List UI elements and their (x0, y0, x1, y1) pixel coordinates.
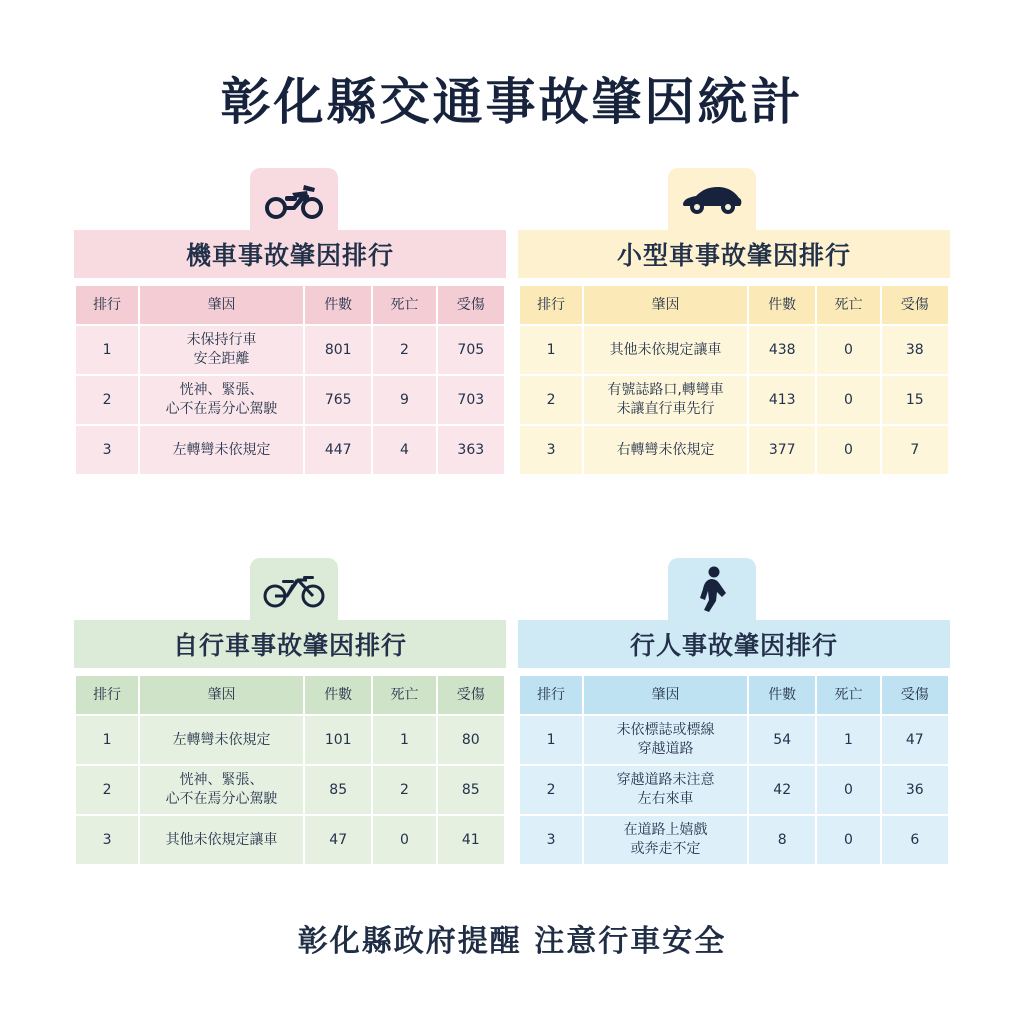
footer-note: 彰化縣政府提醒 注意行車安全 (297, 924, 727, 959)
cell-rank: 1 (76, 326, 138, 374)
cell-injuries: 703 (438, 376, 504, 424)
cell-rank: 2 (76, 766, 138, 814)
panel-header-bicycle: 自行車事故肇因排行 (74, 620, 506, 668)
cell-injuries: 705 (438, 326, 504, 374)
cell-cause: 有號誌路口,轉彎車 未讓直行車先行 (584, 376, 747, 424)
cell-cause: 在道路上嬉戲 或奔走不定 (584, 816, 747, 864)
cell-deaths: 2 (373, 326, 435, 374)
pedestrian-icon (668, 558, 756, 620)
table-row (76, 376, 504, 424)
cell-deaths: 1 (817, 716, 879, 764)
panel-header-motorcycle: 機車事故肇因排行 (74, 230, 506, 278)
table-row (76, 426, 504, 474)
table-header-row (76, 286, 504, 324)
table-row (76, 766, 504, 814)
cell-deaths: 0 (817, 426, 879, 474)
col-deaths: 死亡 (373, 676, 435, 714)
cell-cause: 其他未依規定讓車 (140, 816, 303, 864)
col-cases: 件數 (749, 286, 815, 324)
cell-cases: 47 (305, 816, 371, 864)
col-rank: 排行 (520, 286, 582, 324)
cell-deaths: 0 (817, 326, 879, 374)
table-row (76, 816, 504, 864)
cell-rank: 3 (76, 816, 138, 864)
cell-rank: 2 (76, 376, 138, 424)
table-motorcycle (74, 284, 506, 476)
cell-injuries: 80 (438, 716, 504, 764)
cell-rank: 1 (76, 716, 138, 764)
cell-cases: 765 (305, 376, 371, 424)
cell-injuries: 15 (882, 376, 948, 424)
cell-cause: 恍神、緊張、 心不在焉分心駕駛 (140, 766, 303, 814)
table-row (76, 716, 504, 764)
table-row (520, 376, 948, 424)
col-cause: 肇因 (140, 286, 303, 324)
cell-cause: 其他未依規定讓車 (584, 326, 747, 374)
cell-rank: 3 (76, 426, 138, 474)
cell-cause: 未保持行車 安全距離 (140, 326, 303, 374)
table-row (520, 816, 948, 864)
cell-deaths: 1 (373, 716, 435, 764)
cell-rank: 1 (520, 326, 582, 374)
panel-header-pedestrian: 行人事故肇因排行 (518, 620, 950, 668)
table-row (520, 426, 948, 474)
cell-cases: 413 (749, 376, 815, 424)
col-injuries: 受傷 (882, 286, 948, 324)
cell-deaths: 0 (817, 766, 879, 814)
table-row (520, 326, 948, 374)
cell-cases: 377 (749, 426, 815, 474)
cell-cases: 438 (749, 326, 815, 374)
table-header-row (76, 676, 504, 714)
table-row (76, 326, 504, 374)
cell-rank: 3 (520, 426, 582, 474)
cell-injuries: 7 (882, 426, 948, 474)
page-title: 彰化縣交通事故肇因統計 (220, 73, 804, 131)
col-deaths: 死亡 (817, 286, 879, 324)
col-cases: 件數 (749, 676, 815, 714)
motorcycle-icon (250, 168, 338, 230)
col-cases: 件數 (305, 286, 371, 324)
cell-injuries: 41 (438, 816, 504, 864)
cell-deaths: 0 (817, 816, 879, 864)
cell-injuries: 85 (438, 766, 504, 814)
bicycle-icon (250, 558, 338, 620)
cell-cases: 54 (749, 716, 815, 764)
cell-deaths: 9 (373, 376, 435, 424)
table-row (520, 716, 948, 764)
cell-cases: 42 (749, 766, 815, 814)
col-cause: 肇因 (584, 676, 747, 714)
table-row (520, 766, 948, 814)
col-rank: 排行 (76, 676, 138, 714)
col-rank: 排行 (520, 676, 582, 714)
table-car (518, 284, 950, 476)
cell-cases: 8 (749, 816, 815, 864)
col-injuries: 受傷 (438, 286, 504, 324)
cell-rank: 2 (520, 376, 582, 424)
cell-cases: 447 (305, 426, 371, 474)
cell-rank: 3 (520, 816, 582, 864)
col-deaths: 死亡 (373, 286, 435, 324)
table-bicycle (74, 674, 506, 866)
table-pedestrian (518, 674, 950, 866)
cell-cases: 85 (305, 766, 371, 814)
cell-rank: 1 (520, 716, 582, 764)
col-cause: 肇因 (584, 286, 747, 324)
cell-cases: 101 (305, 716, 371, 764)
cell-injuries: 6 (882, 816, 948, 864)
cell-deaths: 4 (373, 426, 435, 474)
col-deaths: 死亡 (817, 676, 879, 714)
cell-injuries: 36 (882, 766, 948, 814)
cell-injuries: 47 (882, 716, 948, 764)
table-header-row (520, 676, 948, 714)
cell-rank: 2 (520, 766, 582, 814)
cell-cause: 左轉彎未依規定 (140, 716, 303, 764)
col-injuries: 受傷 (438, 676, 504, 714)
cell-cause: 右轉彎未依規定 (584, 426, 747, 474)
cell-injuries: 38 (882, 326, 948, 374)
table-header-row (520, 286, 948, 324)
panel-header-car: 小型車事故肇因排行 (518, 230, 950, 278)
cell-cause: 左轉彎未依規定 (140, 426, 303, 474)
col-injuries: 受傷 (882, 676, 948, 714)
col-rank: 排行 (76, 286, 138, 324)
cell-deaths: 0 (373, 816, 435, 864)
cell-cause: 穿越道路未注意 左右來車 (584, 766, 747, 814)
col-cases: 件數 (305, 676, 371, 714)
car-icon (668, 168, 756, 230)
col-cause: 肇因 (140, 676, 303, 714)
cell-cause: 恍神、緊張、 心不在焉分心駕駛 (140, 376, 303, 424)
cell-deaths: 0 (817, 376, 879, 424)
cell-deaths: 2 (373, 766, 435, 814)
cell-cause: 未依標誌或標線 穿越道路 (584, 716, 747, 764)
cell-cases: 801 (305, 326, 371, 374)
cell-injuries: 363 (438, 426, 504, 474)
